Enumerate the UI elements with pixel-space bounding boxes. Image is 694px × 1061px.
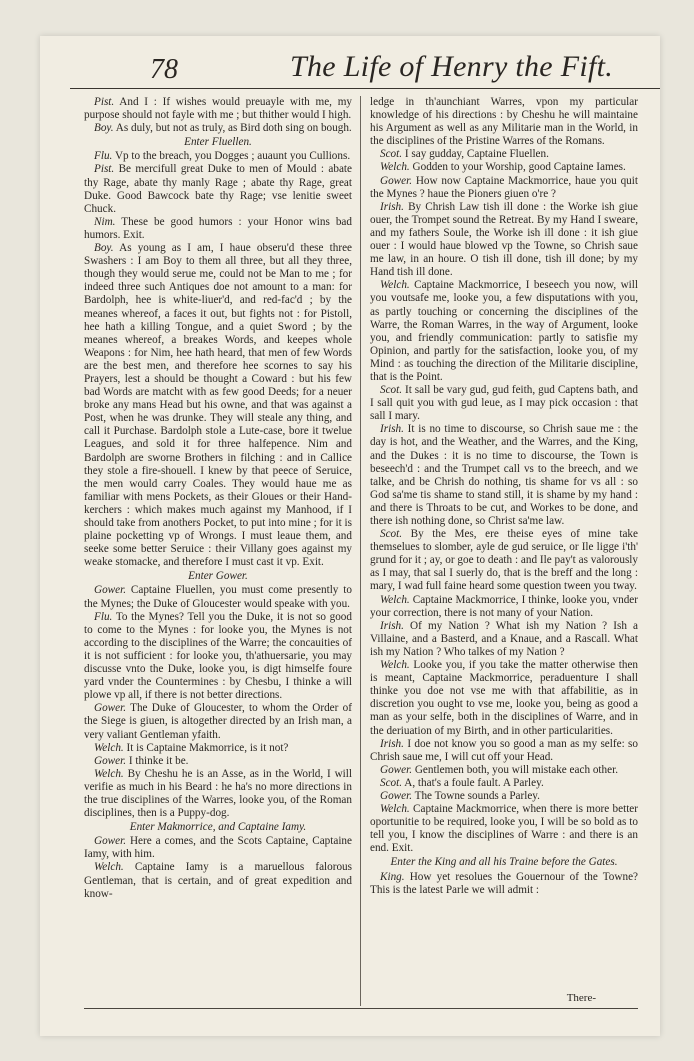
speech-text: As young as I am, I haue obseru'd these three Swashers : I am Boy to them all three, but all they three, though they would serue me, could not be Man to me ; for indeed three such Antiques doe not amount to a man: for Bardolph, hee is white-liuer'd, and red-fac'd ; by the meanes whereof, a faces it out, but fights not : for Pistoll, hee hath a killing Tongue, and a quiet Sword ; by the meanes whereof, a breakes Words, and keepes whole Weapons : for Nim, hee hath heard, that men of few Words are the best men, and therefore hee scornes to say his Prayers, lest a should be thought a Coward : but his few bad Words are matcht with as few good Deeds; for a neuer broke any mans Head but his owne, and that was against a Post, when he was drunke. They will steale any thing, and call it Purchase. Bardolph stole a Lute-case, bore it twelue Leagues, and sold it for three halfepence. Nim and Bardolph are sworne Brothers in filching : and in Callice they stole a fire-shouell. I knew by that peece of Seruice, the men would carry Coales. They would haue me as familiar with mens Pockets, as their Gloues or their Hand-kerchers : which makes much against my Manhood, if I should take from anothers Pocket, to put into mine ; for it is plaine pocketting vp of Wrongs. I must leaue them, and seeke some better Seruice : their Villany goes against my weake stomacke, and therefore I must cast it vp. Exit. xyxy=(84,242,352,569)
speech-text: By the Mes, ere theise eyes of mine take themselues to slomber, ayle de gud seruice, or Ile ligge i'th' grund for it ; ay, or goe to death : and Ile pay't as valorously as I may, that sal I suerly do, that is the breff and the long : mary, I wad full faine heard some question tween you tway. xyxy=(370,528,638,593)
speech-text: Captaine Mackmorrice, I beseech you now, will you voutsafe me, looke you, a few disputations with you, as partly touching or concerning the disciplines of the Warre, the Roman Warres, in the way of Argument, looke you, and friendly communication: partly to satisfie my Opinion, and partly for the satisfaction, looke you, of my Mind : as touching the direction of the Militarie discipline, that is the Point. xyxy=(370,279,638,383)
speech xyxy=(84,835,352,861)
continued-speech: ledge in th'aunchiant Warres, vpon my particular knowledge of his directions : by Cheshu he will maintaine his Argument as well as any Militarie man in the World, in the disciplines of the Pristine Warres of the Romans. xyxy=(370,96,638,148)
speaker-name: Welch. xyxy=(380,803,410,816)
speech-text: And I : If wishes would preuayle with me, my purpose should not fayle with me ; but thither would I high. xyxy=(84,96,352,122)
speech-text: How now Captaine Mackmorrice, haue you quit the Mynes ? haue the Pioners giuen o're ? xyxy=(370,174,638,200)
speaker-name: Gower. xyxy=(94,754,127,767)
speech xyxy=(84,163,352,215)
speech xyxy=(370,423,638,528)
speech-text: The Towne sounds a Parley. xyxy=(412,789,540,802)
stage-direction: Enter Makmorrice, and Captaine Iamy. xyxy=(129,821,307,834)
footer-rule xyxy=(84,1008,638,1009)
speech-text: It is Captaine Makmorrice, is it not? xyxy=(123,741,289,754)
speaker-name: Gower. xyxy=(94,835,127,848)
speech xyxy=(84,96,352,122)
speech xyxy=(84,216,352,242)
speech xyxy=(84,584,352,610)
speaker-name: Welch. xyxy=(380,593,410,606)
speech-text: It is no time to discourse, so Chrish saue me : the day is hot, and the Weather, and the Warres, and the King, and the Dukes : it is no time to discourse, the Town is beseech'd : and the Trumpet call vs to the breech, and we talke, and be Chrish do nothing, tis shame for vs all : so God sa'me tis shame to stand still, it is shame by my hand : and there is Throats to be cut, and Workes to be done, and there ish nothing done, so Christ sa'me law. xyxy=(370,423,638,527)
speech-text: As duly, but not as truly, as Bird doth sing on bough. xyxy=(113,122,352,135)
speaker-name: Nim. xyxy=(94,215,116,228)
speaker-name: Scot. xyxy=(380,148,403,161)
speech xyxy=(84,755,352,768)
speech xyxy=(370,738,638,764)
speaker-name: Scot. xyxy=(380,384,403,397)
speech xyxy=(370,659,638,738)
speaker-name: Gower. xyxy=(380,174,413,187)
speech-text: A, that's a foule fault. A Parley. xyxy=(402,776,544,789)
left-column xyxy=(84,96,352,996)
speaker-name: Scot. xyxy=(380,776,403,789)
speech xyxy=(370,777,638,790)
speech-text: Of my Nation ? What ish my Nation ? Ish a Villaine, and a Basterd, and a Knaue, and a Rascall. What ish my Nation ? Who talkes of my Nation ? xyxy=(370,619,638,658)
speaker-name: Flu. xyxy=(94,150,113,163)
speech-text: I doe not know you so good a man as my selfe: so Chrish saue me, I will cut off your Head. xyxy=(370,737,638,763)
page-number: 78 xyxy=(150,54,178,85)
speech-text: Godden to your Worship, good Captaine Iames. xyxy=(409,161,626,174)
speaker-name: Flu. xyxy=(94,610,113,623)
speech-text: Gentlemen both, you will mistake each other. xyxy=(412,763,619,776)
stage-direction: Enter Fluellen. xyxy=(184,136,252,149)
speech xyxy=(84,702,352,741)
speech-text: I thinke it be. xyxy=(126,754,189,767)
speech-text: These be good humors : your Honor wins bad humors. Exit. xyxy=(84,215,352,241)
speech-text: Vp to the breach, you Dogges ; auaunt you Cullions. xyxy=(112,150,351,163)
speech xyxy=(370,871,638,897)
speech-text: Looke you, if you take the matter otherwise then is meant, Captaine Mackmorrice, peraduenture I shall thinke you doe not vse me with that affabilitie, as in discretion you ought to vse me, looke you, being as good a man as your selfe, both in the disciplines of Warre, and in the deriuation of my Birth, and in other particularities. xyxy=(370,659,638,737)
speech xyxy=(370,161,638,174)
speech xyxy=(370,528,638,593)
speaker-name: Gower. xyxy=(94,702,127,715)
speech-text: Captaine Fluellen, you must come presently to the Mynes; the Duke of Gloucester would speake with you. xyxy=(84,584,352,610)
speech-text: The Duke of Gloucester, to whom the Order of the Siege is giuen, is altogether directed by an Irish man, a very valiant Gentleman yfaith. xyxy=(84,702,352,741)
speech xyxy=(370,201,638,280)
speech xyxy=(84,611,352,703)
speech-text: I say gudday, Captaine Fluellen. xyxy=(402,148,549,161)
speech-text: How yet resolues the Gouernour of the Towne? This is the latest Parle we will admit : xyxy=(370,870,638,896)
speech xyxy=(370,620,638,659)
right-column xyxy=(370,96,638,996)
speech xyxy=(84,242,352,569)
speech xyxy=(84,150,352,163)
catchword: There- xyxy=(566,992,596,1004)
speaker-name: Welch. xyxy=(380,279,410,292)
speech xyxy=(370,803,638,855)
speaker-name: Gower. xyxy=(380,789,413,802)
speaker-name: Gower. xyxy=(380,763,413,776)
speech-text: To the Mynes? Tell you the Duke, it is not so good to come to the Mynes : for looke you, the Mynes is not according to the disciplines of the Warre; the concauities of it is not sufficient : for looke you, th'athuersarie, you may discusse vnto the Duke, looke you, is digt himselfe foure yard vnder the Countermines : by Chesbu, I thinke a will plowe vp all, if there is not better directions. xyxy=(84,610,352,702)
speech xyxy=(370,594,638,620)
speech-text: By Cheshu he is an Asse, as in the World, I will verifie as much in his Beard : he ha's no more directions in the true disciplines of the Warres, looke you, of the Roman disciplines, then is a Puppy-dog. xyxy=(84,767,352,820)
speaker-name: Welch. xyxy=(380,659,410,672)
speech-text: Be mercifull great Duke to men of Mould : abate thy Rage, abate thy manly Rage ; abate thy Rage, great Duke. Good Bawcock bate thy Rage; vse lenitie sweet Chuck. xyxy=(84,163,352,215)
speech-text: Captaine Mackmorrice, I thinke, looke you, vnder your correction, there is not many of your Nation. xyxy=(370,593,638,619)
speech xyxy=(370,790,638,803)
speaker-name: King. xyxy=(380,870,405,883)
speech-text: Captaine Iamy is a maruellous falorous Gentleman, that is certain, and of great expedition and know- xyxy=(84,861,352,900)
speech xyxy=(84,768,352,820)
column-divider xyxy=(360,96,361,1006)
speaker-name: Irish. xyxy=(380,423,404,436)
speech xyxy=(84,861,352,900)
speech xyxy=(84,742,352,755)
speech-text: By Chrish Law tish ill done : the Worke ish giue ouer, the Trompet sound the Retreat. By my Hand I sweare, and my fathers Soule, the Worke ish ill done : it ish giue ouer : I would haue blowed vp the Towne, so Chrish saue me law, in an houre. O tish ill done, tish ill done; by my Hand tish ill done. xyxy=(370,200,638,279)
speech xyxy=(370,175,638,201)
speech xyxy=(370,148,638,161)
speech xyxy=(84,122,352,135)
speaker-name: Pist. xyxy=(94,96,115,108)
speaker-name: Gower. xyxy=(94,584,127,597)
speaker-name: Scot. xyxy=(380,528,403,541)
speech xyxy=(370,384,638,423)
speaker-name: Welch. xyxy=(94,767,124,780)
speech-text: Here a comes, and the Scots Captaine, Captaine Iamy, with him. xyxy=(84,835,352,861)
speaker-name: Welch. xyxy=(94,861,124,874)
speaker-name: Welch. xyxy=(380,161,410,174)
running-title: The Life of Henry the Fift. xyxy=(290,50,614,83)
page-header xyxy=(70,44,660,89)
book-page xyxy=(40,36,660,1036)
speaker-name: Welch. xyxy=(94,741,124,754)
speaker-name: Irish. xyxy=(380,737,404,750)
stage-direction: Enter Gower. xyxy=(188,570,248,583)
speaker-name: Boy. xyxy=(94,242,114,255)
speaker-name: Pist. xyxy=(94,163,115,176)
speech xyxy=(370,279,638,384)
speaker-name: Irish. xyxy=(380,200,404,213)
speech-text: Captaine Mackmorrice, when there is more better oportunitie to be required, looke you, I will be so bold as to tell you, I know the disciplines of Warre : and there is an end. Exit. xyxy=(370,803,638,855)
speech-text: It sall be vary gud, gud feith, gud Captens bath, and I sall quit you with gud leue, as I may pick occasion : that sall I mary. xyxy=(370,384,638,423)
speaker-name: Irish. xyxy=(380,619,404,632)
speaker-name: Boy. xyxy=(94,122,114,135)
speech xyxy=(370,764,638,777)
stage-direction: Enter the King and all his Traine before the Gates. xyxy=(390,856,618,869)
